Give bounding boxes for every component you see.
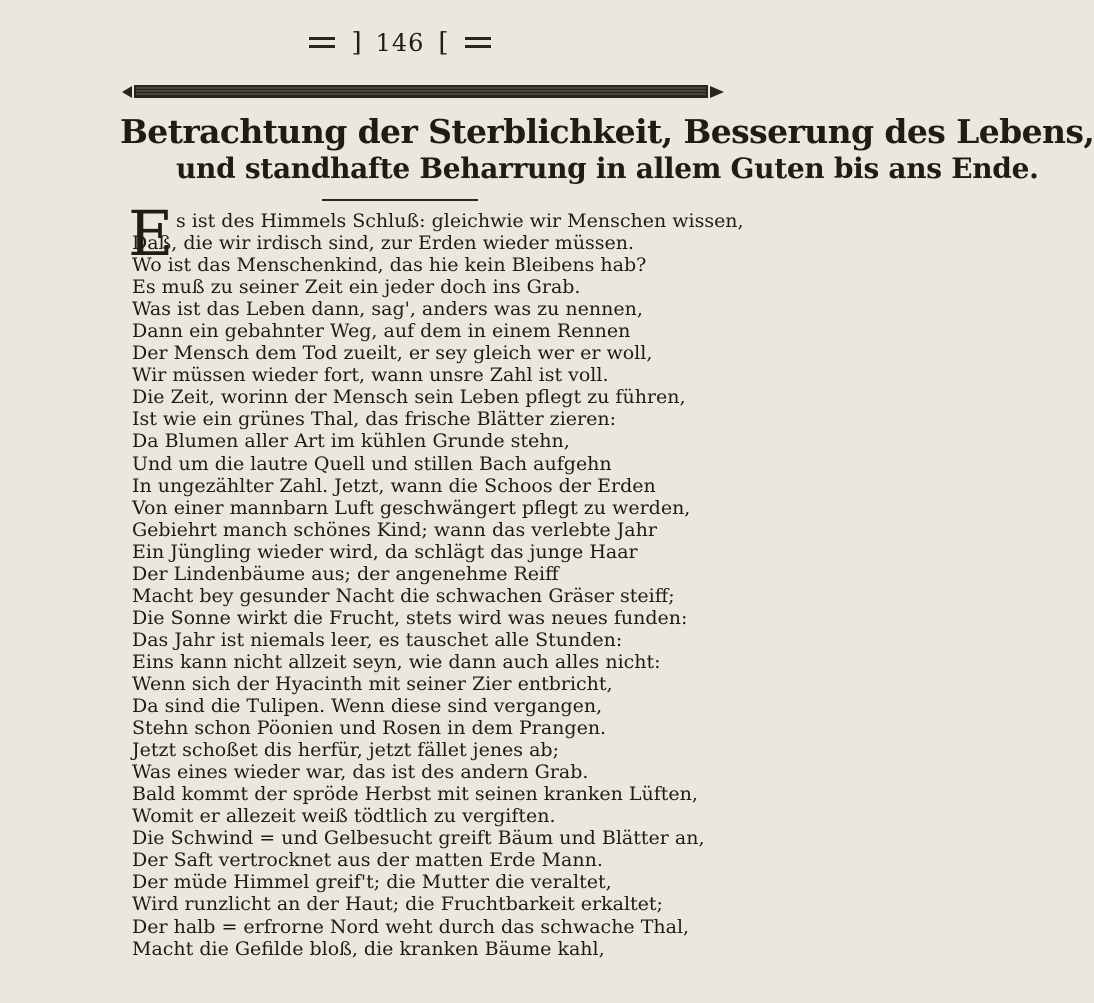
bracket-close: [ bbox=[438, 28, 449, 58]
poem-line: Das Jahr ist niemals leer, es tauschet alle Stunden: bbox=[132, 628, 623, 651]
poem-line: Wir müssen wieder fort, wann unsre Zahl ist voll. bbox=[132, 364, 609, 387]
poem-line: Die Schwind = und Gelbesucht greift Bäum und Blätter an, bbox=[132, 827, 705, 850]
ornament-right-icon bbox=[463, 32, 493, 54]
drop-cap: E bbox=[128, 197, 174, 270]
poem-line: Der halb = erfrorne Nord weht durch das schwache Thal, bbox=[132, 915, 690, 938]
poem-line: Dann ein gebahnter Weg, auf dem in einem Rennen bbox=[132, 320, 631, 343]
poem-line: Und um die lautre Quell und stillen Bach aufgehn bbox=[132, 452, 612, 475]
poem-line: Wo ist das Menschenkind, das hie kein Bleibens hab? bbox=[132, 254, 647, 277]
poem-line: Der Lindenbäume aus; der angenehme Reiff bbox=[132, 562, 559, 585]
ornament-left-icon bbox=[307, 32, 337, 54]
running-head bbox=[0, 26, 800, 60]
poem-line: Wird runzlicht an der Haut; die Fruchtbarkeit erkaltet; bbox=[132, 893, 663, 916]
poem-line: Da sind die Tulipen. Wenn diese sind vergangen, bbox=[132, 695, 603, 718]
poem-line: Jetzt schoßet dis herfür, jetzt fället jenes ab; bbox=[132, 739, 559, 762]
poem-line: Da Blumen aller Art im kühlen Grunde stehn, bbox=[132, 430, 570, 453]
poem-line: Gebiehrt manch schönes Kind; wann das verlebte Jahr bbox=[132, 518, 657, 541]
poem-line: In ungezählter Zahl. Jetzt, wann die Schoos der Erden bbox=[132, 474, 656, 497]
poem-line: Womit er allezeit weiß tödtlich zu vergiften. bbox=[132, 805, 556, 828]
poem-text bbox=[132, 210, 776, 960]
poem-line: Macht bey gesunder Nacht die schwachen Gräser steiff; bbox=[132, 584, 675, 607]
bracket-open: ] bbox=[351, 28, 362, 58]
poem-line: Wenn sich der Hyacinth mit seiner Zier entbricht, bbox=[132, 672, 613, 695]
poem-line: Es muß zu seiner Zeit ein jeder doch ins Grab. bbox=[132, 276, 581, 299]
poem-title: Betrachtung der Sterblichkeit, Besserung des Lebens, bbox=[120, 112, 1094, 151]
poem-line: Macht die Gefilde bloß, die kranken Bäume kahl, bbox=[132, 937, 605, 960]
page-number: 146 bbox=[375, 29, 425, 57]
poem-line: Stehn schon Pöonien und Rosen in dem Prangen. bbox=[132, 717, 607, 740]
poem-line: Was eines wieder war, das ist des andern Grab. bbox=[132, 761, 589, 784]
poem-line: Bald kommt der spröde Herbst mit seinen kranken Lüften, bbox=[132, 783, 698, 806]
poem-line: Ist wie ein grünes Thal, das frische Blätter zieren: bbox=[132, 408, 616, 431]
poem-subtitle: und standhafte Beharrung in allem Guten bis ans Ende. bbox=[176, 152, 1039, 185]
poem-line: s ist des Himmels Schluß: gleichwie wir Menschen wissen, bbox=[176, 210, 744, 232]
poem-line: Was ist das Leben dann, sag', anders was zu nennen, bbox=[132, 298, 643, 321]
poem-line: Der müde Himmel greif't; die Mutter die veraltet, bbox=[132, 871, 612, 894]
decorative-rule-band bbox=[118, 82, 728, 102]
poem-line: Die Zeit, worinn der Mensch sein Leben pflegt zu führen, bbox=[132, 386, 686, 409]
poem-line: Der Mensch dem Tod zueilt, er sey gleich wer er woll, bbox=[132, 342, 653, 365]
poem-line: Der Saft vertrocknet aus der matten Erde Mann. bbox=[132, 849, 603, 872]
poem-line: Daß, die wir irdisch sind, zur Erden wieder müssen. bbox=[132, 232, 635, 255]
poem-line: Ein Jüngling wieder wird, da schlägt das junge Haar bbox=[132, 540, 638, 563]
poem-line: Von einer mannbarn Luft geschwängert pflegt zu werden, bbox=[132, 496, 691, 519]
poem-line: Die Sonne wirkt die Frucht, stets wird was neues funden: bbox=[132, 606, 688, 629]
title-rule bbox=[322, 199, 478, 201]
poem-line: Eins kann nicht allzeit seyn, wie dann auch alles nicht: bbox=[132, 650, 661, 673]
